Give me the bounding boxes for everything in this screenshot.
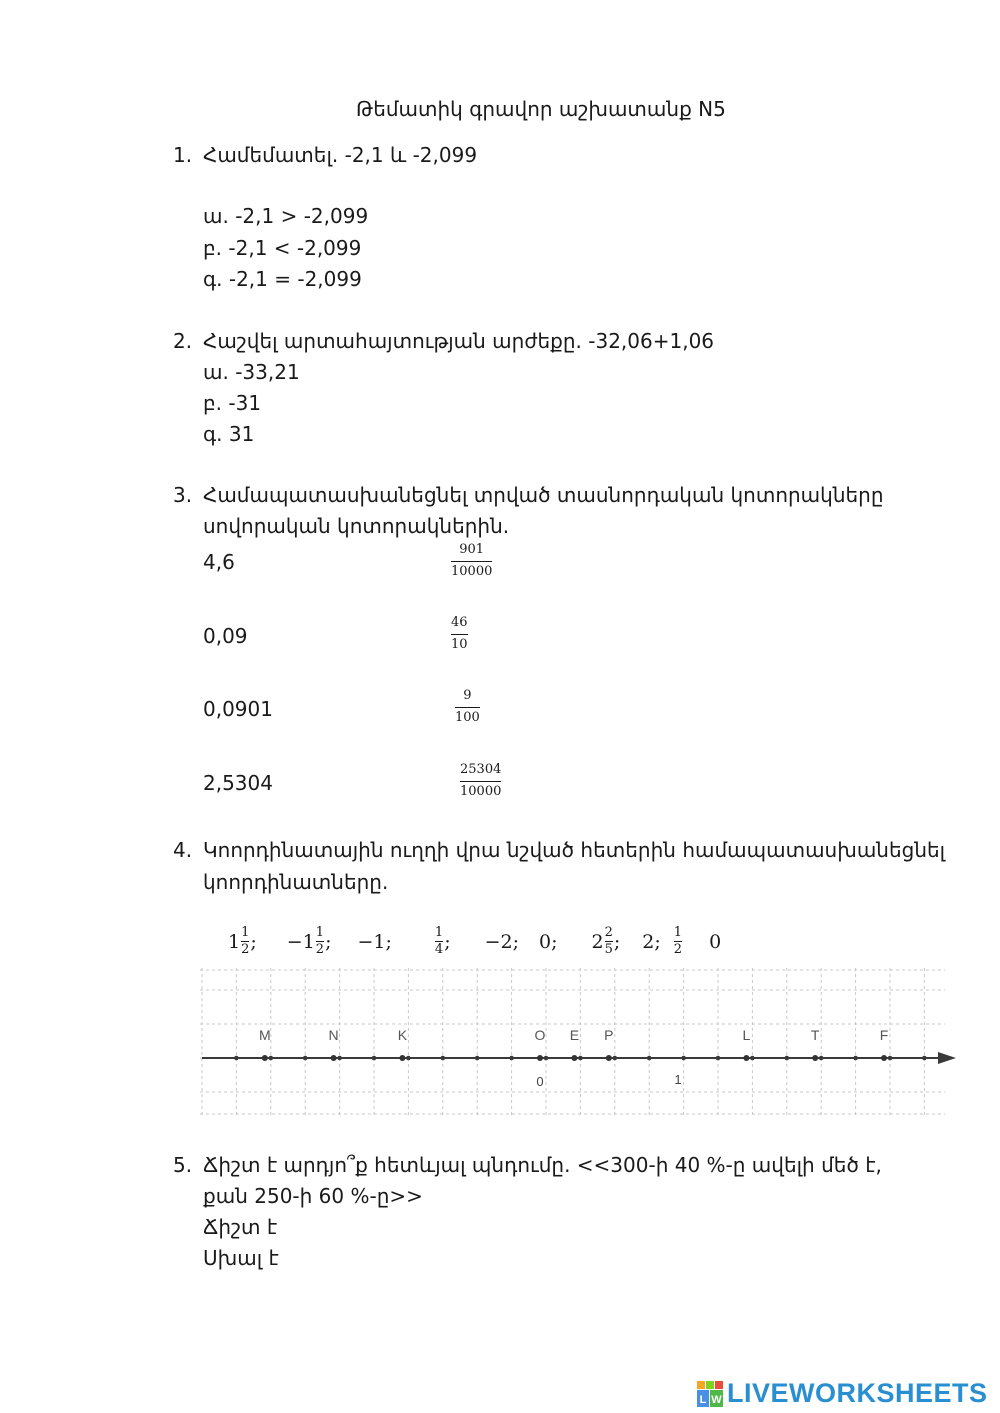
- q3-fraction[interactable]: [455, 688, 480, 726]
- fraction-numerator: 46: [451, 615, 468, 630]
- logo-letter: W: [711, 1393, 722, 1406]
- point-marker-L: [743, 1055, 749, 1061]
- point-marker-M: [262, 1055, 268, 1061]
- separator: ;: [250, 930, 257, 953]
- tick-mark: [750, 1056, 755, 1061]
- q2-option-b[interactable]: բ. -31: [203, 391, 262, 415]
- fraction-denominator: 10000: [460, 784, 502, 799]
- coordinate-option[interactable]: [228, 926, 257, 957]
- point-marker-E: [571, 1055, 577, 1061]
- tick-label: 1: [674, 1072, 682, 1087]
- point-label-L[interactable]: L: [742, 1027, 751, 1043]
- coordinate-option[interactable]: [434, 926, 451, 957]
- q4-coordinates: [228, 926, 721, 957]
- fraction-bar: [451, 561, 492, 562]
- point-label-E[interactable]: E: [569, 1027, 580, 1043]
- q3-fraction[interactable]: [460, 762, 501, 800]
- point-label-K[interactable]: K: [397, 1027, 408, 1043]
- tick-mark: [681, 1056, 686, 1061]
- q3-number: 3.: [173, 483, 193, 507]
- point-label-F[interactable]: F: [879, 1027, 889, 1043]
- tick-mark: [888, 1056, 893, 1061]
- tick-mark: [269, 1056, 274, 1061]
- tick-mark: [785, 1056, 790, 1061]
- page-title: Թեմատիկ գրավոր աշխատանք N5: [356, 97, 726, 121]
- q5-text-line1: Ճիշտ է արդյո՞ք հետևյալ պնդումը. <<300-ի 40 %-ը ավելի մեծ է,: [203, 1153, 882, 1177]
- q3-decimal[interactable]: 0,0901: [203, 697, 273, 721]
- point-marker-K: [399, 1055, 405, 1061]
- fraction: [435, 926, 443, 957]
- q4-text-line2: կոորդինատները.: [203, 870, 389, 894]
- liveworksheets-logo-icon: [697, 1381, 723, 1407]
- separator: ;: [325, 930, 332, 953]
- fraction-numerator: 9: [463, 688, 472, 703]
- q1-option-a[interactable]: ա. -2,1 > -2,099: [203, 204, 369, 228]
- axis-ticks: [234, 1056, 927, 1061]
- fraction-denominator: 5: [604, 942, 613, 957]
- whole-part: −1: [286, 930, 315, 953]
- fraction-denominator: 10: [451, 637, 468, 652]
- fraction-bar: [455, 707, 480, 708]
- tick-mark: [475, 1056, 480, 1061]
- q4-text-line1: Կոորդինատային ուղղի վրա նշված հետերին համապատասխանեցնել: [203, 838, 946, 862]
- q3-decimal[interactable]: 0,09: [203, 624, 248, 648]
- fraction-denominator: 2: [315, 942, 325, 957]
- fraction: [241, 926, 249, 957]
- point-marker-N: [331, 1055, 337, 1061]
- fraction-numerator: 2: [604, 925, 613, 940]
- tick-mark: [337, 1056, 342, 1061]
- whole-part: 1: [228, 930, 241, 953]
- point-marker-O: [537, 1055, 543, 1061]
- fraction-denominator: 10000: [451, 564, 493, 579]
- fraction-bar: [451, 634, 468, 635]
- q1-option-c[interactable]: գ. -2,1 = -2,099: [203, 267, 362, 291]
- q5-number: 5.: [173, 1153, 193, 1177]
- q5-option-false[interactable]: Սխալ է: [203, 1246, 279, 1270]
- fraction-numerator: 1: [241, 925, 250, 940]
- q2-option-c[interactable]: գ. 31: [203, 422, 255, 446]
- q2-option-a[interactable]: ա. -33,21: [203, 360, 300, 384]
- fraction: [674, 926, 682, 957]
- fraction: [316, 926, 324, 957]
- point-label-N[interactable]: N: [328, 1027, 339, 1043]
- point-label-M[interactable]: M: [258, 1027, 271, 1043]
- tick-mark: [716, 1056, 721, 1061]
- q3-text-line2: սովորական կոտորակներին.: [203, 514, 510, 538]
- q3-fraction[interactable]: [451, 615, 468, 653]
- liveworksheets-logo: [697, 1378, 988, 1409]
- fraction-bar: [460, 781, 501, 782]
- q3-text-line1: Համապատասխանեցնել տրված տասնորդական կոտորակները: [203, 483, 884, 507]
- point-marker-F: [881, 1055, 887, 1061]
- coordinate-option[interactable]: [673, 926, 683, 957]
- coordinate-option[interactable]: [592, 926, 621, 957]
- tick-mark: [578, 1056, 583, 1061]
- q1-number: 1.: [173, 143, 193, 167]
- fraction-denominator: 2: [241, 942, 250, 957]
- point-marker-T: [812, 1055, 818, 1061]
- coordinate-option[interactable]: 0;: [539, 930, 558, 953]
- q5-option-true[interactable]: Ճիշտ է: [203, 1215, 278, 1239]
- point-label-O[interactable]: O: [534, 1027, 546, 1043]
- q3-decimal[interactable]: 2,5304: [203, 771, 273, 795]
- point-labels: [259, 1027, 888, 1061]
- coordinate-option[interactable]: 2;: [642, 930, 661, 953]
- fraction-numerator: 1: [673, 925, 683, 940]
- q2-number: 2.: [173, 329, 193, 353]
- q5-text-line2: քան 250-ի 60 %-ը>>: [203, 1184, 423, 1208]
- tick-mark: [441, 1056, 446, 1061]
- tick-mark: [234, 1056, 239, 1061]
- fraction-numerator: 1: [434, 925, 444, 940]
- fraction-denominator: 4: [434, 942, 444, 957]
- q3-fraction[interactable]: [451, 542, 492, 580]
- liveworksheets-brand: LIVEWORKSHEETS: [727, 1378, 988, 1408]
- separator: ;: [444, 930, 451, 953]
- coordinate-option[interactable]: [287, 926, 332, 957]
- fraction-denominator: 100: [455, 710, 480, 725]
- coordinate-option[interactable]: −1;: [357, 930, 392, 953]
- fraction: [605, 926, 613, 957]
- tick-label: 0: [536, 1074, 544, 1089]
- q1-text: Համեմատել. -2,1 և -2,099: [203, 143, 478, 167]
- tick-mark: [613, 1056, 618, 1061]
- fraction-numerator: 901: [459, 542, 485, 557]
- point-label-P[interactable]: P: [604, 1027, 614, 1043]
- tick-mark: [647, 1056, 652, 1061]
- fraction-numerator: 1: [315, 925, 325, 940]
- fraction-numerator: 25304: [460, 762, 502, 777]
- q3-decimal[interactable]: 4,6: [203, 550, 235, 574]
- tick-mark: [509, 1056, 514, 1061]
- q1-option-b[interactable]: բ. -2,1 < -2,099: [203, 236, 362, 260]
- coordinate-option[interactable]: −2;: [484, 930, 520, 953]
- tick-mark: [922, 1056, 927, 1061]
- coordinate-option[interactable]: 0: [709, 930, 722, 953]
- tick-mark: [303, 1056, 308, 1061]
- logo-letter: L: [699, 1393, 707, 1406]
- tick-mark: [372, 1056, 377, 1061]
- tick-mark: [544, 1056, 549, 1061]
- point-label-T[interactable]: T: [810, 1027, 820, 1043]
- number-line-figure: [200, 968, 960, 1116]
- whole-part: 2: [591, 930, 604, 953]
- q2-text: Հաշվել արտահայտության արժեքը. -32,06+1,06: [203, 329, 715, 353]
- fraction-denominator: 2: [673, 942, 683, 957]
- q4-number: 4.: [173, 838, 193, 862]
- tick-mark: [853, 1056, 858, 1061]
- axis-arrowhead: [938, 1052, 956, 1064]
- point-marker-P: [606, 1055, 612, 1061]
- separator: ;: [613, 930, 621, 953]
- tick-mark: [406, 1056, 411, 1061]
- tick-mark: [819, 1056, 824, 1061]
